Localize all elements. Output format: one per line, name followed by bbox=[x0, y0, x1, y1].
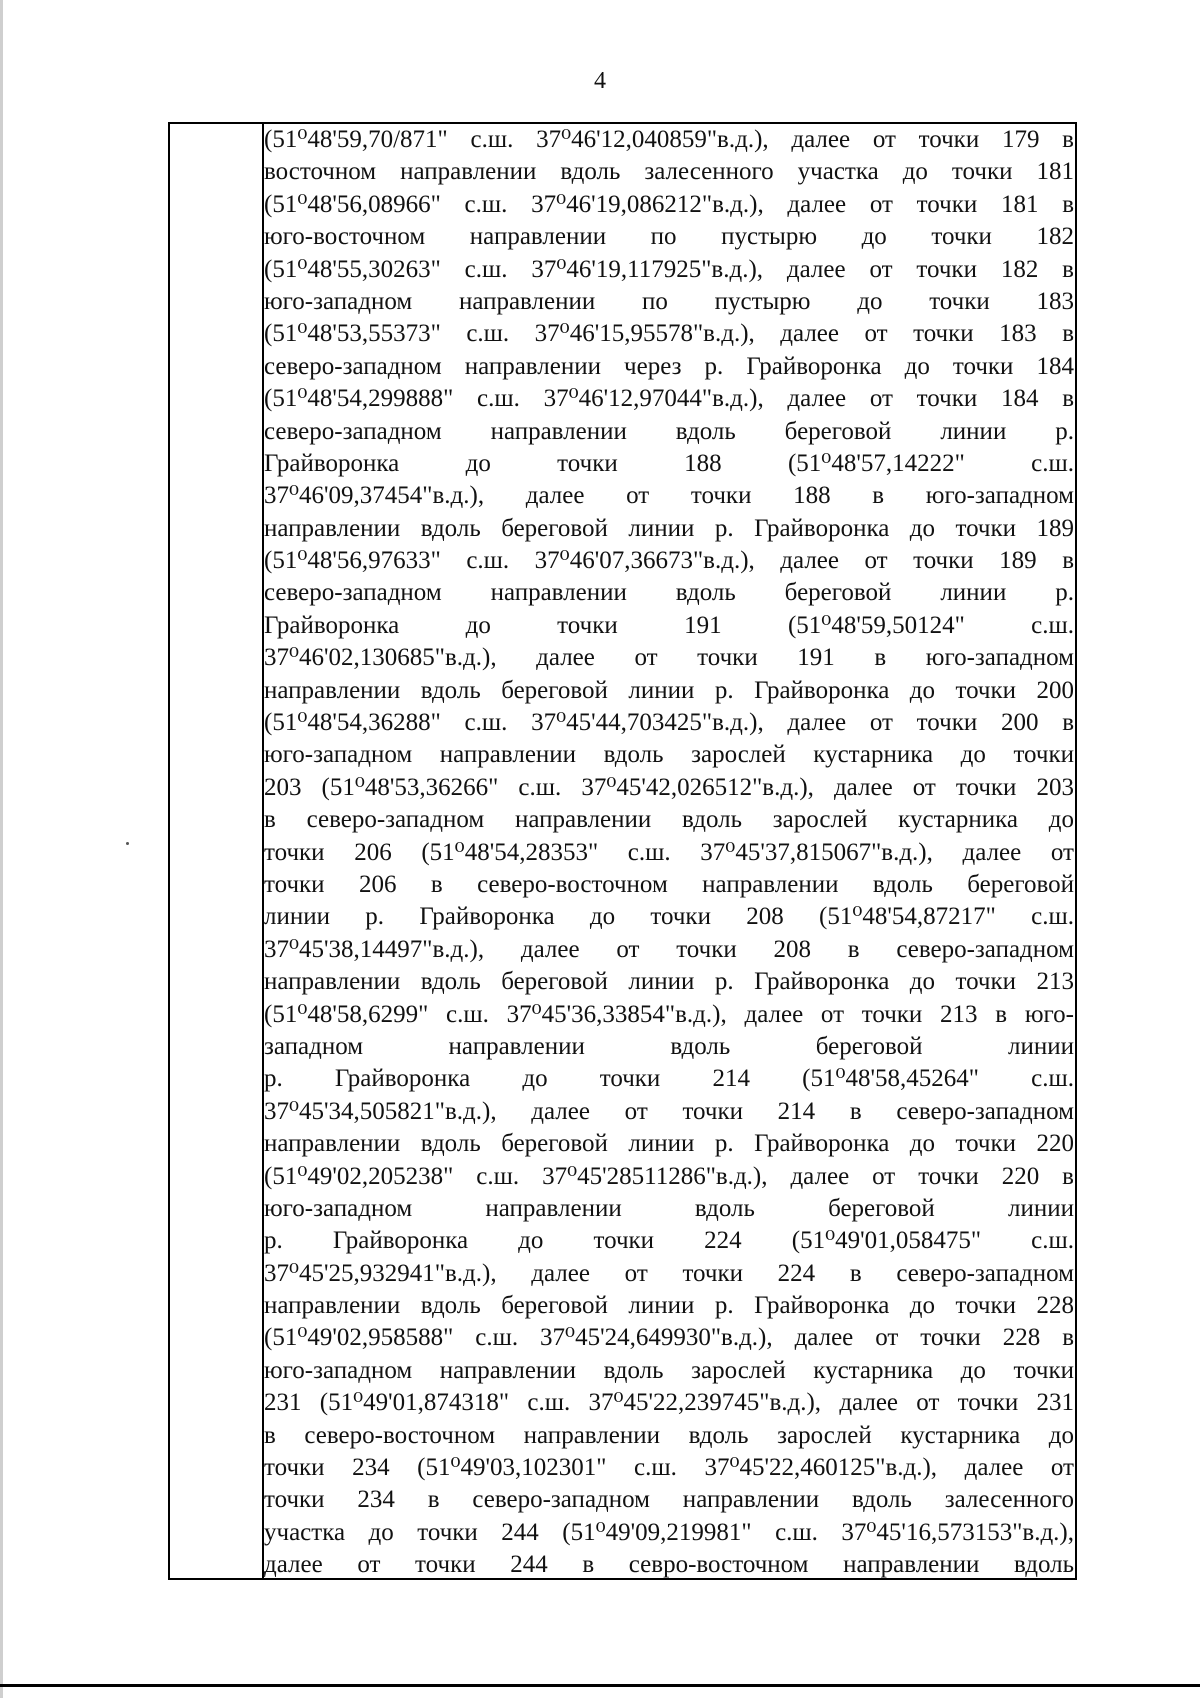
text-line: Грайворонка до точки 191 (51⁰48'59,50124" с.ш. bbox=[264, 611, 1074, 639]
text-line: точки 206 в северо-восточном направлении вдоль береговой bbox=[264, 870, 1074, 898]
text-line: р. Грайворонка до точки 224 (51⁰49'01,058475" с.ш. bbox=[264, 1227, 1074, 1255]
table-text-cell bbox=[264, 122, 1077, 1580]
text-line: точки 234 в северо-западном направлении вдоль залесенного bbox=[264, 1486, 1074, 1514]
text-line: северо-западном направлении через р. Грайворонка до точки 184 bbox=[264, 352, 1074, 380]
text-line: (51⁰49'02,958588" с.ш. 37⁰45'24,649930"в.д.), далее от точки 228 в bbox=[264, 1324, 1074, 1352]
text-line: участка до точки 244 (51⁰49'09,219981" с.ш. 37⁰45'16,573153"в.д.), bbox=[264, 1518, 1074, 1546]
text-line: точки 206 (51⁰48'54,28353" с.ш. 37⁰45'37,815067"в.д.), далее от bbox=[264, 838, 1074, 866]
text-line: (51⁰48'56,08966" с.ш. 37⁰46'19,086212"в.д.), далее от точки 181 в bbox=[264, 190, 1074, 218]
scan-bottom-edge bbox=[0, 1684, 1200, 1687]
text-line: 203 (51⁰48'53,36266" с.ш. 37⁰45'42,026512"в.д.), далее от точки 203 bbox=[264, 773, 1074, 801]
text-line: (51⁰48'54,299888" с.ш. 37⁰46'12,97044"в.д.), далее от точки 184 в bbox=[264, 385, 1074, 413]
text-line: юго-восточном направлении по пустырю до точки 182 bbox=[264, 223, 1074, 251]
text-line: 231 (51⁰49'01,874318" с.ш. 37⁰45'22,239745"в.д.), далее от точки 231 bbox=[264, 1389, 1074, 1417]
text-line: (51⁰48'56,97633" с.ш. 37⁰46'07,36673"в.д.), далее от точки 189 в bbox=[264, 547, 1074, 575]
text-line: (51⁰48'59,70/871" с.ш. 37⁰46'12,040859"в.д.), далее от точки 179 в bbox=[264, 126, 1074, 153]
text-line: (51⁰48'58,6299" с.ш. 37⁰45'36,33854"в.д.), далее от точки 213 в юго- bbox=[264, 1000, 1074, 1028]
text-line: северо-западном направлении вдоль береговой линии р. bbox=[264, 417, 1074, 445]
text-line: северо-западном направлении вдоль береговой линии р. bbox=[264, 579, 1074, 607]
text-line: направлении вдоль береговой линии р. Грайворонка до точки 228 bbox=[264, 1292, 1074, 1320]
text-line: 37⁰45'25,932941"в.д.), далее от точки 224 в северо-западном bbox=[264, 1259, 1074, 1287]
text-line: 37⁰46'02,130685"в.д.), далее от точки 191 в юго-западном bbox=[264, 644, 1074, 672]
text-line: направлении вдоль береговой линии р. Грайворонка до точки 213 bbox=[264, 968, 1074, 996]
text-line: юго-западном направлении по пустырю до точки 183 bbox=[264, 287, 1074, 315]
text-line: 37⁰45'34,505821"в.д.), далее от точки 214 в северо-западном bbox=[264, 1097, 1074, 1125]
text-line: р. Грайворонка до точки 214 (51⁰48'58,45264" с.ш. bbox=[264, 1065, 1074, 1093]
text-line: линии р. Грайворонка до точки 208 (51⁰48'54,87217" с.ш. bbox=[264, 903, 1074, 931]
text-line: направлении вдоль береговой линии р. Грайворонка до точки 220 bbox=[264, 1130, 1074, 1158]
text-line: Грайворонка до точки 188 (51⁰48'57,14222" с.ш. bbox=[264, 449, 1074, 477]
text-line: направлении вдоль береговой линии р. Грайворонка до точки 200 bbox=[264, 676, 1074, 704]
text-line: (51⁰48'55,30263" с.ш. 37⁰46'19,117925"в.д.), далее от точки 182 в bbox=[264, 255, 1074, 283]
text-line: восточном направлении вдоль залесенного участка до точки 181 bbox=[264, 158, 1074, 186]
text-line: в северо-восточном направлении вдоль зарослей кустарника до bbox=[264, 1421, 1074, 1449]
text-line: 37⁰46'09,37454"в.д.), далее от точки 188 в юго-западном bbox=[264, 482, 1074, 510]
scan-speck bbox=[126, 842, 129, 845]
text-line: в северо-западном направлении вдоль зарослей кустарника до bbox=[264, 806, 1074, 834]
text-line: юго-западном направлении вдоль зарослей кустарника до точки bbox=[264, 1356, 1074, 1384]
text-line: точки 234 (51⁰49'03,102301" с.ш. 37⁰45'22,460125"в.д.), далее от bbox=[264, 1454, 1074, 1482]
page-number: 4 bbox=[594, 68, 606, 94]
text-line: западном направлении вдоль береговой линии bbox=[264, 1032, 1074, 1060]
text-line: далее от точки 244 в севро-восточном направлении вдоль bbox=[264, 1551, 1074, 1579]
text-line: юго-западном направлении вдоль береговой линии bbox=[264, 1194, 1074, 1222]
text-line: (51⁰49'02,205238" с.ш. 37⁰45'28511286"в.д.), далее от точки 220 в bbox=[264, 1162, 1074, 1190]
scan-left-edge bbox=[0, 0, 3, 1698]
text-line: юго-западном направлении вдоль зарослей кустарника до точки bbox=[264, 741, 1074, 769]
text-line: (51⁰48'53,55373" с.ш. 37⁰46'15,95578"в.д.), далее от точки 183 в bbox=[264, 320, 1074, 348]
text-line: 37⁰45'38,14497"в.д.), далее от точки 208 в северо-западном bbox=[264, 935, 1074, 963]
text-line: (51⁰48'54,36288" с.ш. 37⁰45'44,703425"в.д.), далее от точки 200 в bbox=[264, 709, 1074, 737]
text-line: направлении вдоль береговой линии р. Грайворонка до точки 189 bbox=[264, 514, 1074, 542]
